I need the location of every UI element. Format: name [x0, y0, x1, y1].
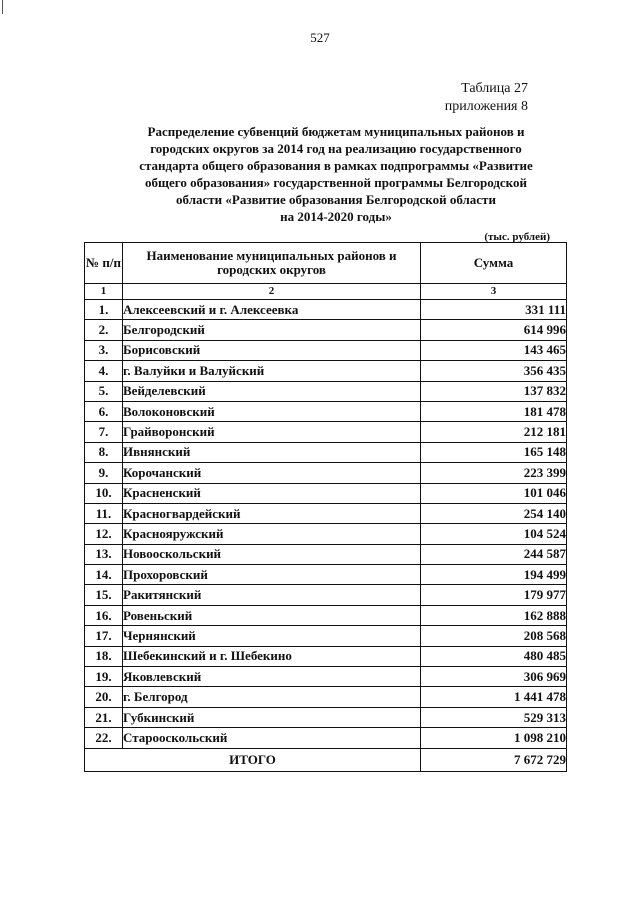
- table-row: [85, 646, 567, 666]
- total-amount: 7 672 729: [421, 748, 567, 771]
- row-amount: 223 399: [421, 463, 567, 483]
- table-row: [85, 401, 567, 421]
- column-index-row: [85, 284, 567, 300]
- row-number: 2.: [85, 320, 123, 340]
- row-amount: 306 969: [421, 667, 567, 687]
- table-row: [85, 442, 567, 462]
- column-index: 1: [85, 284, 123, 300]
- row-number: 21.: [85, 707, 123, 727]
- row-amount: 212 181: [421, 422, 567, 442]
- row-district-name: Прохоровский: [123, 565, 421, 585]
- row-amount: 143 465: [421, 340, 567, 360]
- row-number: 8.: [85, 442, 123, 462]
- row-number: 4.: [85, 361, 123, 381]
- row-amount: 614 996: [421, 320, 567, 340]
- row-district-name: Красненский: [123, 483, 421, 503]
- row-number: 1.: [85, 300, 123, 320]
- table-row: [85, 381, 567, 401]
- row-number: 9.: [85, 463, 123, 483]
- row-district-name: Новооскольский: [123, 544, 421, 564]
- row-district-name: Губкинский: [123, 707, 421, 727]
- row-amount: 137 832: [421, 381, 567, 401]
- row-number: 11.: [85, 503, 123, 523]
- table-row: [85, 626, 567, 646]
- units-note: (тыс. рублей): [484, 231, 550, 243]
- title-line: Распределение субвенций бюджетам муниципальных районов и: [147, 124, 525, 139]
- row-number: 22.: [85, 728, 123, 748]
- title-line: стандарта общего образования в рамках подпрограммы «Развитие: [139, 158, 533, 173]
- row-amount: 1 441 478: [421, 687, 567, 707]
- title-line: общего образования» государственной программы Белгородской: [145, 175, 527, 190]
- table-row: [85, 667, 567, 687]
- row-district-name: Ракитянский: [123, 585, 421, 605]
- table-row: [85, 707, 567, 727]
- table-row: [85, 320, 567, 340]
- table-row: [85, 524, 567, 544]
- table-row: [85, 503, 567, 523]
- row-district-name: г. Валуйки и Валуйский: [123, 361, 421, 381]
- row-district-name: г. Белгород: [123, 687, 421, 707]
- table-row: [85, 422, 567, 442]
- subventions-table: [84, 242, 567, 772]
- table-label-line-2: приложения 8: [444, 99, 528, 114]
- table-row: [85, 300, 567, 320]
- row-number: 19.: [85, 667, 123, 687]
- table-label-line-1: Таблица 27: [461, 81, 528, 96]
- title-line: на 2014-2020 годы»: [280, 209, 392, 224]
- row-amount: 104 524: [421, 524, 567, 544]
- row-amount: 244 587: [421, 544, 567, 564]
- scan-edge-mark: [2, 0, 6, 14]
- row-district-name: Белгородский: [123, 320, 421, 340]
- page-number: 527: [310, 30, 330, 45]
- row-number: 15.: [85, 585, 123, 605]
- row-district-name: Борисовский: [123, 340, 421, 360]
- row-district-name: Старооскольский: [123, 728, 421, 748]
- table-label: [340, 80, 528, 116]
- row-amount: 331 111: [421, 300, 567, 320]
- table-row: [85, 361, 567, 381]
- table-row: [85, 340, 567, 360]
- row-number: 16.: [85, 605, 123, 625]
- row-district-name: Яковлевский: [123, 667, 421, 687]
- row-number: 10.: [85, 483, 123, 503]
- table-header-row: [85, 243, 567, 284]
- row-amount: 208 568: [421, 626, 567, 646]
- row-district-name: Краснояружский: [123, 524, 421, 544]
- row-number: 14.: [85, 565, 123, 585]
- row-number: 17.: [85, 626, 123, 646]
- header-num: № п/п: [85, 243, 123, 284]
- row-number: 6.: [85, 401, 123, 421]
- row-district-name: Ровеньский: [123, 605, 421, 625]
- row-amount: 181 478: [421, 401, 567, 421]
- row-amount: 254 140: [421, 503, 567, 523]
- row-district-name: Корочанский: [123, 463, 421, 483]
- row-district-name: Вейделевский: [123, 381, 421, 401]
- table-row: [85, 544, 567, 564]
- header-sum: Сумма: [421, 243, 567, 284]
- total-row: [85, 748, 567, 771]
- row-number: 13.: [85, 544, 123, 564]
- table-row: [85, 483, 567, 503]
- table-row: [85, 585, 567, 605]
- row-number: 5.: [85, 381, 123, 401]
- table-row: [85, 687, 567, 707]
- row-amount: 162 888: [421, 605, 567, 625]
- row-district-name: Шебекинский и г. Шебекино: [123, 646, 421, 666]
- row-district-name: Алексеевский и г. Алексеевка: [123, 300, 421, 320]
- row-amount: 1 098 210: [421, 728, 567, 748]
- column-index: 2: [123, 284, 421, 300]
- header-name: Наименование муниципальных районов и городских округов: [123, 243, 421, 284]
- column-index: 3: [421, 284, 567, 300]
- row-district-name: Волоконовский: [123, 401, 421, 421]
- row-amount: 101 046: [421, 483, 567, 503]
- row-amount: 480 485: [421, 646, 567, 666]
- table-row: [85, 463, 567, 483]
- title-line: области «Развитие образования Белгородской области: [176, 192, 496, 207]
- row-amount: 165 148: [421, 442, 567, 462]
- row-amount: 356 435: [421, 361, 567, 381]
- row-number: 3.: [85, 340, 123, 360]
- row-district-name: Ивнянский: [123, 442, 421, 462]
- row-number: 20.: [85, 687, 123, 707]
- row-district-name: Грайворонский: [123, 422, 421, 442]
- row-number: 12.: [85, 524, 123, 544]
- table-row: [85, 728, 567, 748]
- document-title: [100, 123, 572, 225]
- row-number: 18.: [85, 646, 123, 666]
- row-district-name: Чернянский: [123, 626, 421, 646]
- title-line: городских округов за 2014 год на реализацию государственного: [150, 141, 522, 156]
- table-row: [85, 605, 567, 625]
- row-amount: 529 313: [421, 707, 567, 727]
- row-amount: 179 977: [421, 585, 567, 605]
- row-amount: 194 499: [421, 565, 567, 585]
- total-label: ИТОГО: [85, 748, 421, 771]
- row-number: 7.: [85, 422, 123, 442]
- table-row: [85, 565, 567, 585]
- row-district-name: Красногвардейский: [123, 503, 421, 523]
